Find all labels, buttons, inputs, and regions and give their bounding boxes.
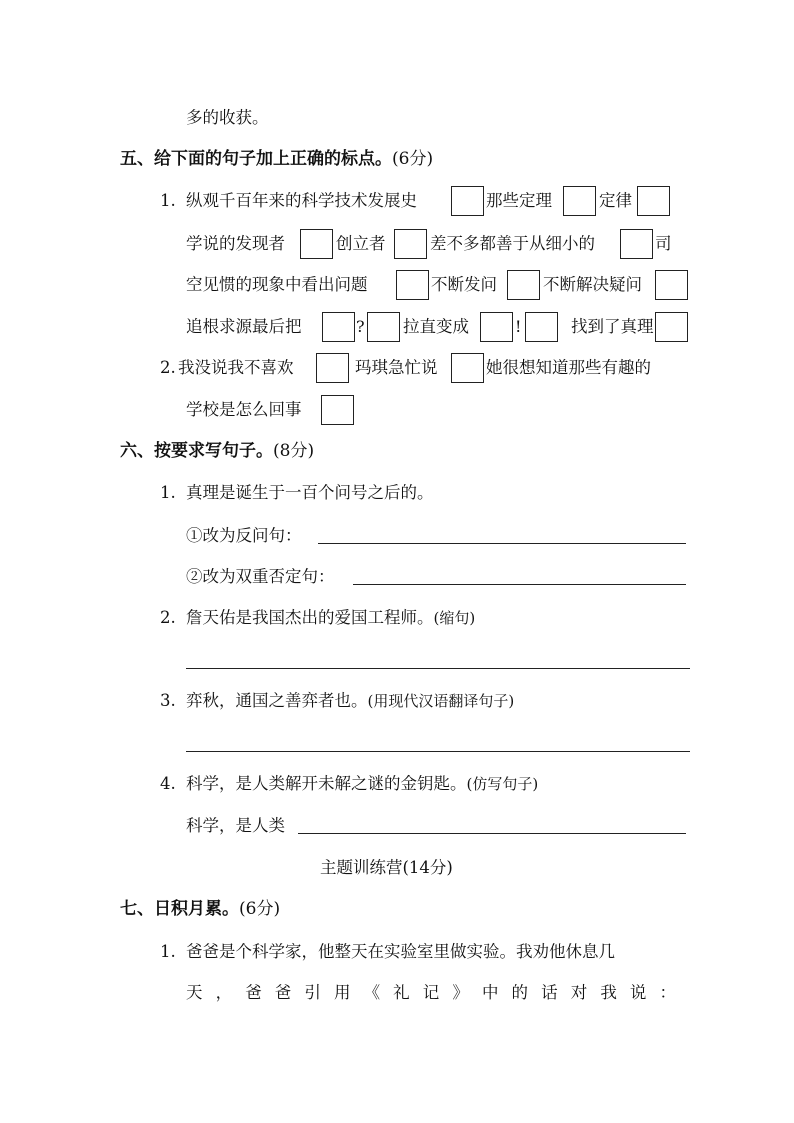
punct-blank[interactable]	[322, 312, 355, 342]
char: 礼	[393, 983, 410, 1002]
punct-blank[interactable]	[655, 270, 688, 300]
s7-q1-text-2	[186, 981, 676, 1005]
section-7-heading: 七、日积月累。(6分)	[120, 899, 281, 919]
char: 天	[186, 983, 203, 1002]
char: 爸	[274, 983, 292, 1002]
s6-q2-number: 2.	[160, 608, 176, 627]
section-6-heading: 六、按要求写句子。(8分)	[120, 441, 315, 461]
s6-q1-sub2-label: ②改为双重否定句：	[186, 567, 335, 586]
s5-q1-text-2: 那些定理	[486, 191, 552, 210]
punct-blank[interactable]	[321, 395, 354, 425]
s5-q1-text-5: 创立者	[336, 234, 386, 253]
s5-q1-text-11: 追根求源最后把	[186, 317, 302, 336]
s6-q1-text: 真理是诞生于一百个问号之后的。	[186, 483, 434, 502]
char: ，	[215, 983, 233, 1002]
char: 爸	[245, 983, 262, 1002]
punct-blank[interactable]	[563, 186, 596, 216]
s6-q2-text: 詹天佑是我国杰出的爱国工程师。(缩句)	[186, 608, 476, 627]
punct-blank[interactable]	[300, 229, 333, 259]
punct-blank[interactable]	[316, 353, 349, 383]
char: 我	[600, 983, 617, 1002]
s5-q1-text-13: 找到了真理	[571, 317, 654, 336]
char: 用	[333, 983, 351, 1002]
char: 对	[570, 983, 588, 1002]
answer-line[interactable]	[298, 833, 686, 834]
s5-q2-text-1: 我没说我不喜欢	[178, 358, 294, 377]
s5-q1-text-7: 司	[655, 234, 672, 253]
s5-q1-number: 1.	[160, 191, 176, 210]
punct-blank[interactable]	[655, 312, 688, 342]
punct-blank[interactable]	[367, 312, 400, 342]
char: 记	[422, 983, 440, 1002]
s6-q4-prompt: 科学，是人类	[186, 816, 285, 835]
s6-q1-number: 1.	[160, 483, 176, 502]
s5-q1-text-6: 差不多都善于从细小的	[430, 234, 595, 253]
punct-blank[interactable]	[525, 312, 558, 342]
char: 引	[304, 983, 321, 1002]
punct-blank[interactable]	[396, 270, 429, 300]
s6-q4-number: 4.	[160, 774, 176, 793]
s7-q1-text-1: 爸爸是个科学家，他整天在实验室里做实验。我劝他休息几	[186, 942, 615, 961]
punct-blank[interactable]	[620, 229, 653, 259]
s5-q2-number: 2.	[160, 358, 176, 377]
s5-q2-text-2: 玛琪急忙说	[355, 358, 438, 377]
intro-tail: 多的收获。	[186, 108, 269, 127]
exclamation-mark: !	[515, 317, 522, 336]
punct-blank[interactable]	[507, 270, 540, 300]
s5-q1-text-1: 纵观千百年来的科学技术发展史	[186, 191, 417, 210]
s5-q2-text-4: 学校是怎么回事	[186, 400, 302, 419]
char: 《	[363, 983, 381, 1002]
s5-q1-text-8: 空见惯的现象中看出问题	[186, 275, 368, 294]
theme-camp-title: 主题训练营(14分)	[320, 858, 453, 877]
punct-blank[interactable]	[480, 312, 513, 342]
punct-blank[interactable]	[451, 186, 484, 216]
s6-q3-number: 3.	[160, 691, 176, 710]
char: 话	[541, 983, 558, 1002]
s5-q2-text-3: 她很想知道那些有趣的	[486, 358, 651, 377]
question-mark: ?	[356, 317, 365, 336]
s5-q1-text-4: 学说的发现者	[186, 234, 285, 253]
s7-q1-number: 1.	[160, 942, 176, 961]
punct-blank[interactable]	[451, 353, 484, 383]
s6-q3-text: 弈秋，通国之善弈者也。(用现代汉语翻译句子)	[186, 691, 515, 710]
answer-line[interactable]	[353, 584, 686, 585]
char: 说	[629, 983, 647, 1002]
char: 中	[481, 983, 499, 1002]
char: 的	[511, 983, 529, 1002]
answer-line[interactable]	[186, 751, 690, 752]
s5-q1-text-9: 不断发问	[431, 275, 497, 294]
s5-q1-text-10: 不断解决疑问	[543, 275, 642, 294]
s6-q1-sub1-label: ①改为反问句：	[186, 526, 302, 545]
s6-q4-text: 科学，是人类解开未解之谜的金钥匙。(仿写句子)	[186, 774, 539, 793]
char: ：	[659, 983, 676, 1002]
punct-blank[interactable]	[637, 186, 670, 216]
s5-q1-text-12: 拉直变成	[403, 317, 469, 336]
punct-blank[interactable]	[394, 229, 427, 259]
section-5-heading: 五、给下面的句子加上正确的标点。(6分)	[120, 149, 434, 169]
char: 》	[452, 983, 469, 1002]
answer-line[interactable]	[318, 543, 686, 544]
s5-q1-text-3: 定律	[599, 191, 632, 210]
answer-line[interactable]	[186, 668, 690, 669]
